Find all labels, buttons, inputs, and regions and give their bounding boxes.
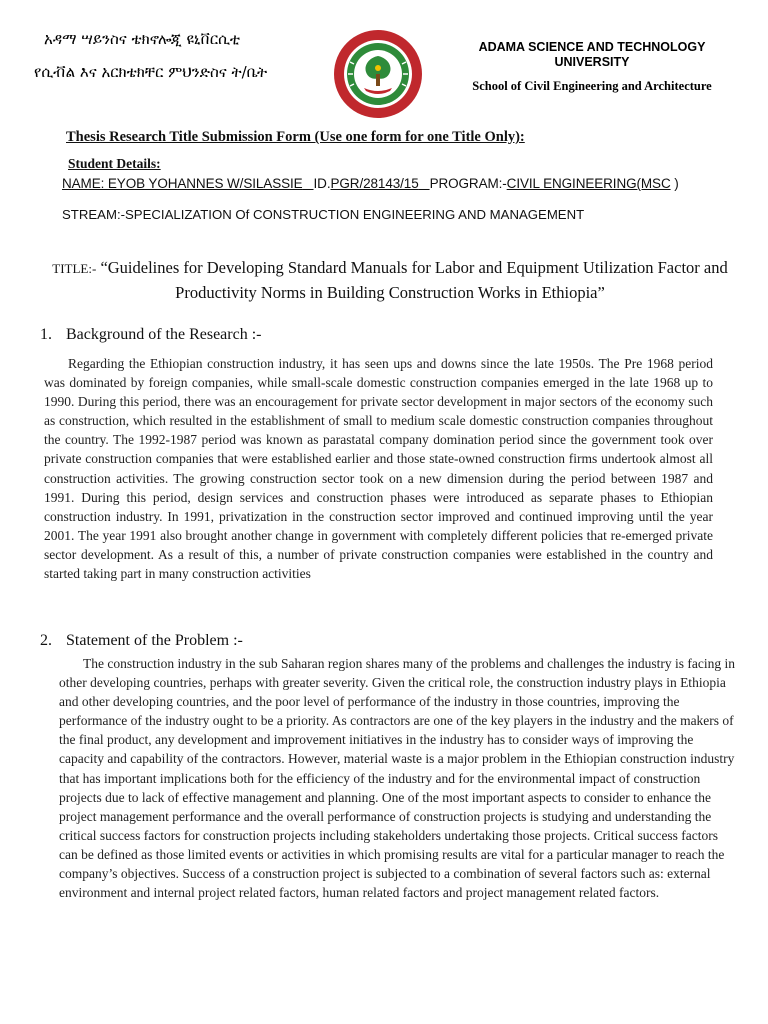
section-heading-text: Background of the Research :- bbox=[66, 326, 262, 343]
form-title: Thesis Research Title Submission Form (Use one form for one Title Only): bbox=[66, 129, 525, 145]
stream-row: STREAM:-SPECIALIZATION Of CONSTRUCTION ENGINEERING AND MANAGEMENT bbox=[62, 207, 585, 222]
student-info-row bbox=[62, 176, 679, 191]
amharic-university-name: አዳማ ሣይንስና ቴክኖሎጂ ዩኒቨርሲቲ bbox=[44, 30, 241, 48]
section-heading-text: Statement of the Problem :- bbox=[66, 632, 243, 649]
problem-text: The construction industry in the sub Saharan region shares many of the problems and challenges the industry is facing in other developing countries, perhaps with greater severity. Given the critical role, the construction industry plays in Ethiopia and other developing countries, and the poor level of performance of the industry in those countries, improving the performance of the industry ought to be a priority. As contractors are one of the key players in the industry and the makers of the final product, any development and improvement initiatives in the industry has to consider ways of improving the capacity and capability of the contractors. However, material waste is a major problem in the Ethiopian construction industry that has important implications both for the efficiency of the industry and for the environmental impact of construction projects due to lack of effective management and planning. One of the most important aspects to consider to enhance the project management performance and the overall performance of construction projects is studying and understanding the critical success factors for construction projects including stakeholders undertaking those projects. Critical success factors can be defined as those limited events or activities in which promising results are vital for a particular manager to reach the company’s objectives. Success of a construction project is subjected to a combination of several factors such as: external environment and internal project related factors, human related factors and project management related factors. bbox=[59, 656, 735, 901]
university-name-line1: ADAMA SCIENCE AND TECHNOLOGY bbox=[478, 40, 706, 54]
amharic-school-name: የሲቭል እና አርክቴክቸር ምህንድስና ት/ቤት bbox=[34, 63, 268, 81]
university-name bbox=[452, 40, 732, 70]
section-heading-problem bbox=[40, 632, 243, 650]
program-label: PROGRAM:- bbox=[429, 176, 507, 191]
school-name: School of Civil Engineering and Architecture bbox=[472, 79, 712, 93]
problem-paragraph bbox=[59, 654, 739, 902]
program-value: CIVIL ENGINEERING(MSC bbox=[506, 176, 671, 191]
student-id: PGR/28143/15 bbox=[330, 176, 419, 191]
id-label: ID. bbox=[313, 176, 331, 191]
program-close: ) bbox=[670, 176, 679, 191]
title-prefix: TITLE:- bbox=[52, 261, 97, 276]
university-seal-icon bbox=[332, 28, 424, 120]
section-number: 1. bbox=[40, 326, 52, 343]
university-name-line2: UNIVERSITY bbox=[554, 55, 630, 69]
background-text: Regarding the Ethiopian construction industry, it has seen ups and downs since the late 1950s. The Pre 1968 period was dominated by foreign companies, while small-scale domestic construction companies emerged in the late 1968 up to 1990. During this period, there was an encouragement for private sector development in major sectors of the economy such as construction, which resulted in the establishment of small to medium scale domestic construction companies throughout the country. The 1992-1987 period was known as parastatal company domination period since the government took over private construction companies that were established earlier and those state-owned construction firms undertook almost all construction activities. The growing construction sector took on a new dimension during the period between 1987 and 1991. During this period, design services and construction phases were introduced as separate phases to Ethiopian construction industry. In 1991, privatization in the construction sector improved and continued improving until the year 2001. The year 1991 also brought another change in government with completely different policies that re-emerged private sector development. As a result of this, a number of private construction companies were established in the country and started taking part in many construction activities bbox=[44, 356, 713, 582]
title-text: “Guidelines for Developing Standard Manuals for Labor and Equipment Utilization Factor and Productivity Norms in Building Construction Works in Ethiopia” bbox=[100, 258, 728, 302]
student-name: NAME: EYOB YOHANNES W/SILASSIE bbox=[62, 176, 303, 191]
student-details-label: Student Details: bbox=[68, 156, 161, 171]
thesis-title bbox=[30, 256, 750, 305]
background-paragraph bbox=[44, 354, 713, 583]
section-heading-background bbox=[40, 326, 261, 344]
section-number: 2. bbox=[40, 632, 52, 649]
